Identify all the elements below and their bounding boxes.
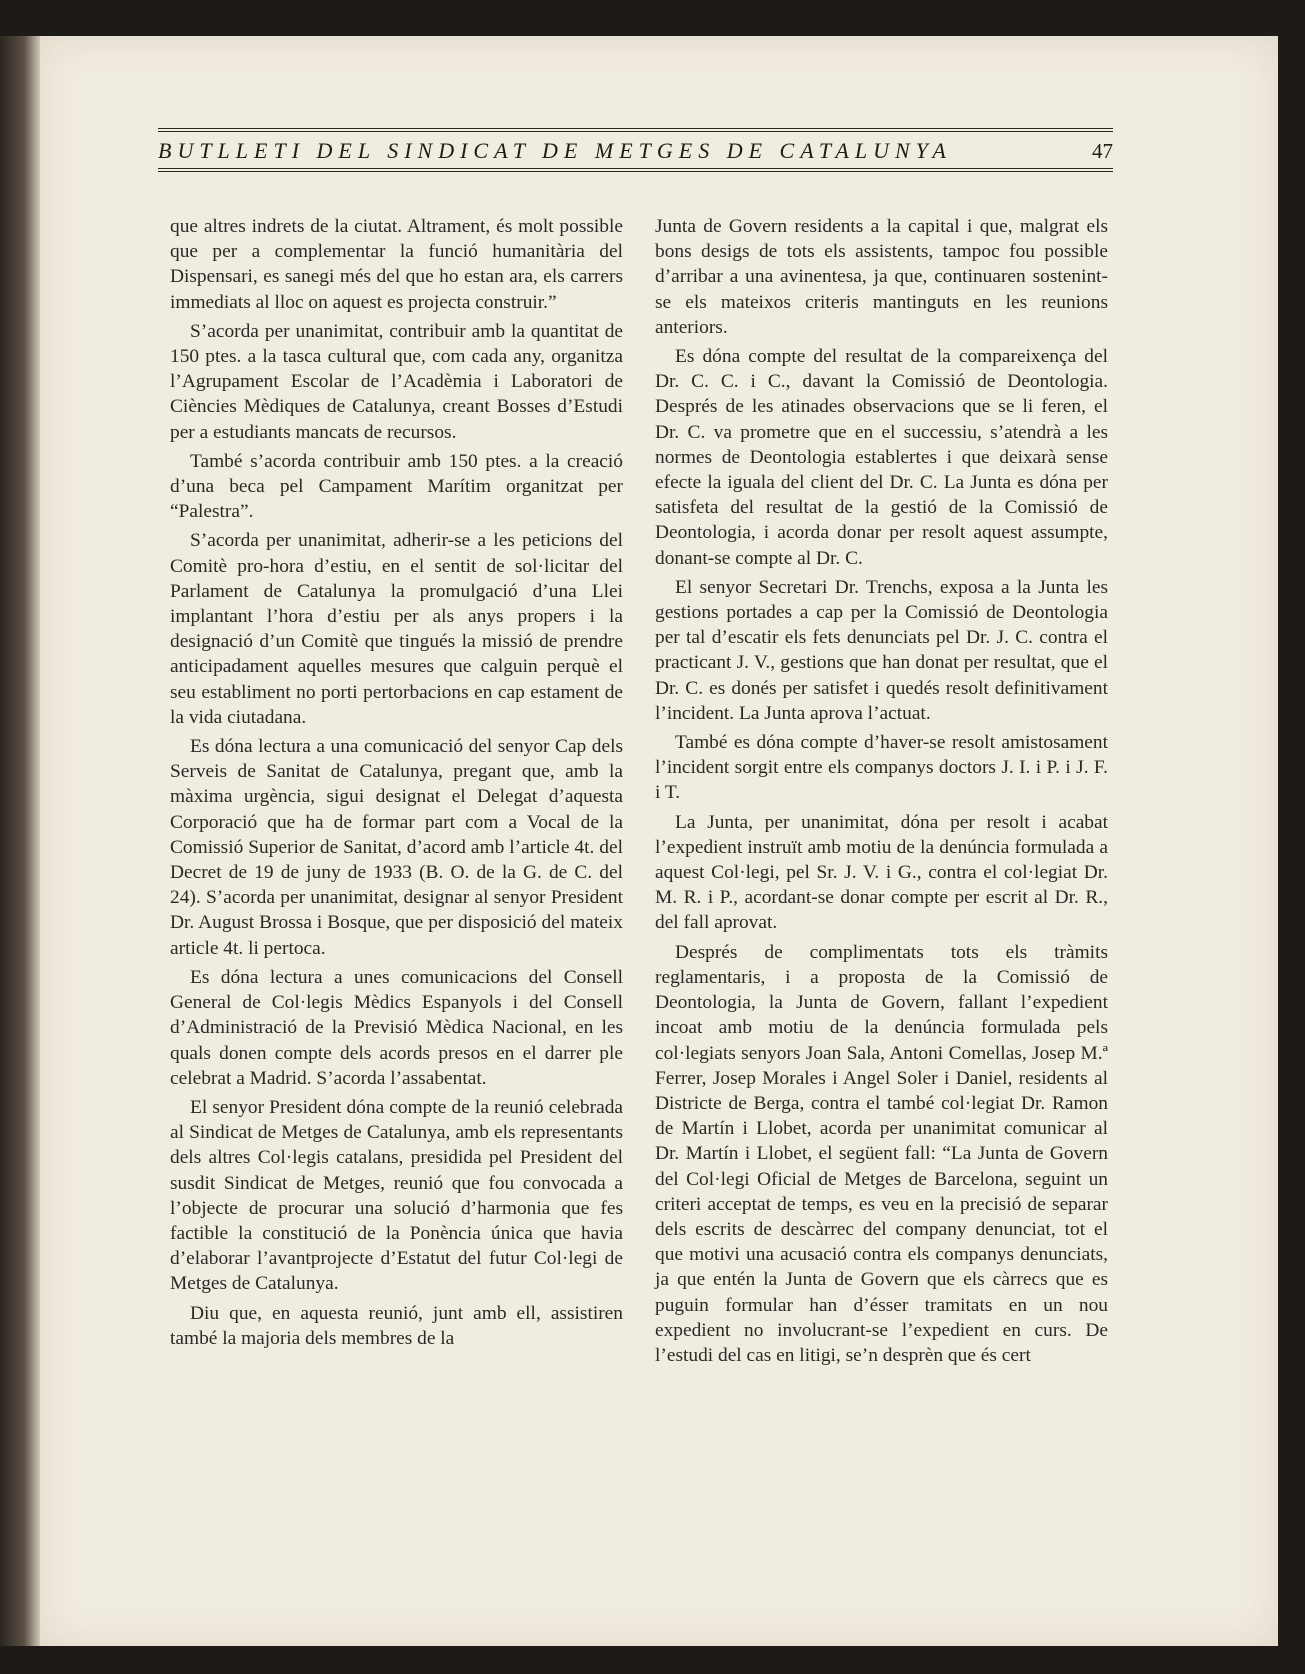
paragraph: Es dóna compte del resultat de la compareixença del Dr. C. C. i C., davant la Comissió de Deontologia. Després de les atinades observacions que se li feren, el Dr. C. va prometre que en el successiu, s’atendrà a les normes de Deontologia establertes i que deixarà sense efecte la iguala del client del Dr. C. La Junta es dóna per satisfeta del resultat de la gestió de la Comissió de Deontologia, i acorda donar per resolt aquest assumpte, donant-se compte al Dr. C. <box>655 346 1108 569</box>
running-title: BUTLLETI DEL SINDICAT DE METGES DE CATALUNYA <box>158 138 952 163</box>
paragraph: La Junta, per unanimitat, dóna per resolt i acabat l’expedient instruït amb motiu de la denúncia formulada a aquest Col·legi, pel Sr. J. V. i G., contra el col·legiat Dr. M. R. i P., acordant-se donar compte per escrit al Dr. R., del fall aprovat. <box>655 811 1108 934</box>
paragraph: També es dóna compte d’haver-se resolt amistosament l’incident sorgit entre els companys doctors J. I. i P. i J. F. i T. <box>655 732 1108 804</box>
paragraph: També s’acorda contribuir amb 150 ptes. a la creació d’una beca pel Campament Marítim organitzat per “Palestra”. <box>170 450 623 523</box>
book-spine <box>0 36 40 1646</box>
header-rule-bottom-thin <box>158 171 1113 172</box>
header-rule-top <box>158 128 1113 129</box>
paragraph: El senyor Secretari Dr. Trenchs, exposa a la Junta les gestions portades a cap per la Comissió de Deontologia per tal d’escatir els fets denunciats pel Dr. J. C. contra el practicant J. V., gestions que han donat per resultat, que el Dr. C. es donés per satisfet i quedés resolt definitivament l’incident. La Junta aprova l’actuat. <box>655 576 1108 724</box>
right-column <box>655 214 1108 1372</box>
paragraph: S’acorda per unanimitat, adherir-se a les peticions del Comitè pro-hora d’estiu, en el sentit de sol·licitar del Parlament de Catalunya la promulgació d’una Llei implantant l’hora d’estiu per als anys propers i la designació d’un Comitè que tingués la missió de prendre anticipadament aquelles mesures que calguin perquè el seu establiment no porti pertorbacions en cap estament de la vida ciutadana. <box>170 530 623 728</box>
paragraph: Després de complimentats tots els tràmits reglamentaris, i a proposta de la Comissió de Deontologia, la Junta de Govern, fallant l’expedient incoat amb motiu de la denúncia formulada pels col·legiats senyors Joan Sala, Antoni Comellas, Josep M.ª Ferrer, Josep Morales i Angel Soler i Daniel, residents al Districte de Berga, contra el també col·legiat Dr. Ramon de Martín i Llobet, acorda per unanimitat comunicar al Dr. Martín i Llobet, el següent fall: “La Junta de Govern del Col·legi Oficial de Metges de Barcelona, seguint un criteri acceptat de temps, es veu en la precisió de separar dels escrits de descàrrec del company denunciat, tot el que motivi una acusació contra els companys denunciats, ja que entén la Junta de Govern que els càrrecs que es puguin formular han d’ésser tramitats en un nou expedient no involucrant-se l’expedient en curs. De l’estudi del cas en litigi, se’n desprèn que és cert <box>655 941 1108 1366</box>
paragraph: Es dóna lectura a una comunicació del senyor Cap dels Serveis de Sanitat de Catalunya, pregant que, amb la màxima urgència, sigui designat el Delegat d’aquesta Corporació que ha de formar part com a Vocal de la Comissió Superior de Sanitat, d’acord amb l’article 4t. del Decret de 19 de juny de 1933 (B. O. de la G. de C. del 24). S’acorda per unanimitat, designar al senyor President Dr. August Brossa i Bosque, que per disposició del mateix article 4t. li pertoca. <box>170 736 623 959</box>
paragraph: Junta de Govern residents a la capital i que, malgrat els bons desigs de tots els assistents, tampoc fou possible d’arribar a una avinentesa, ja que, continuaren sostenint-se els mateixos criteris mantinguts en les reunions anteriors. <box>655 216 1108 338</box>
running-title-row <box>158 132 1113 168</box>
running-header <box>158 128 1113 172</box>
paragraph: Es dóna lectura a unes comunicacions del Consell General de Col·legis Mèdics Espanyols i del Consell d’Administració de la Previsió Mèdica Nacional, en les quals donen compte dels acords presos en el darrer ple celebrat a Madrid. S’acorda l’assabentat. <box>170 966 623 1089</box>
paragraph: que altres indrets de la ciutat. Altrament, és molt possible que per a complementar la funció humanitària del Dispensari, es sanegi més del que ho estan ara, els carrers immediats al lloc on aquest es projecta construir.” <box>170 216 623 313</box>
header-rule-bottom <box>158 168 1113 169</box>
page-number: 47 <box>1092 139 1113 163</box>
left-column <box>170 214 623 1355</box>
paragraph: Diu que, en aquesta reunió, junt amb ell, assistiren també la majoria dels membres de la <box>170 1302 623 1349</box>
paragraph: El senyor President dóna compte de la reunió celebrada al Sindicat de Metges de Catalunya, amb els representants dels altres Col·legis catalans, presidida pel President del susdit Sindicat de Metges, reunió que fou convocada a l’objecte de procurar una solució d’harmonia que fes factible la constitució de la Ponència única que havia d’elaborar l’avantprojecte d’Estatut del futur Col·legi de Metges de Catalunya. <box>170 1096 623 1295</box>
paragraph: S’acorda per unanimitat, contribuir amb la quantitat de 150 ptes. a la tasca cultural que, com cada any, organitza l’Agrupament Escolar de l’Acadèmia i Laboratori de Ciències Mèdiques de Catalunya, creant Bosses d’Estudi per a estudiants mancats de recursos. <box>170 320 623 443</box>
